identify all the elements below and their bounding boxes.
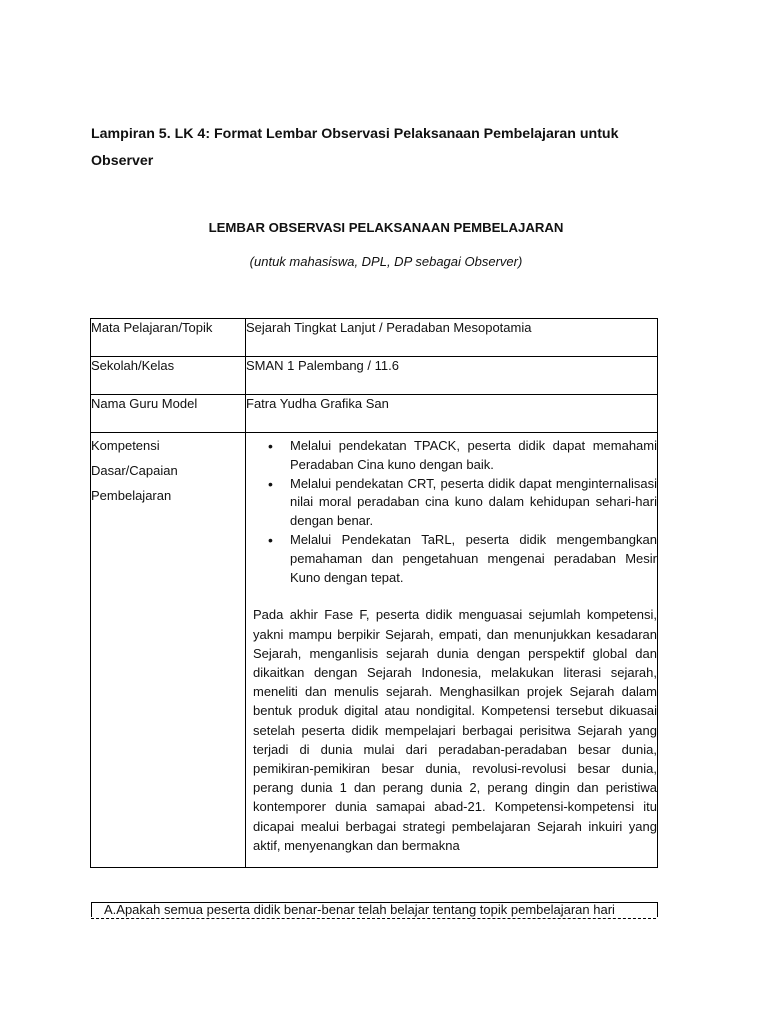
competency-label-line: Kompetensi bbox=[91, 438, 160, 453]
form-subtitle: (untuk mahasiswa, DPL, DP sebagai Observer) bbox=[249, 254, 523, 269]
competency-value bbox=[246, 433, 658, 868]
competency-label-line: Pembelajaran bbox=[91, 488, 172, 503]
learning-outcome-paragraph: Pada akhir Fase F, peserta didik menguasai sejumlah kompetensi, yakni mampu berpikir Sejarah, empati, dan menunjukkan kesadaran Sejarah, menganlisis sejarah dunia dengan perspektif global dan dikaitkan dengan Sejarah Indonesia, melakukan literasi sejarah, meneliti dan menulis sejarah. Menghasilkan projek Sejarah dalam bentuk produk digital atau nondigital. Kompetensi tersebut dikuasai setelah peserta didik mempelajari berbagai perisitwa Sejarah yang terjadi di dunia mulai dari peradaban-peradaban besar dunia, pemikiran-pemikiran besar dunia, revolusi-revolusi besar dunia, perang dunia 1 dan perang dunia 2, perang dingin dan peristiwa kontemporer dunia samapai abad-21. Kompetensi-kompetensi itu dicapai mealui berbagai strategi pembelajaran Sejarah inkuiri yang aktif, menyenangkan dan bermakna bbox=[253, 607, 657, 853]
form-title: LEMBAR OBSERVASI PELAKSANAAN PEMBELAJARAN bbox=[208, 220, 564, 235]
question-text: A.Apakah semua peserta didik benar-benar telah belajar tentang topik pembelajaran hari bbox=[104, 902, 615, 917]
table-row-subject bbox=[91, 319, 658, 357]
document-heading: Lampiran 5. LK 4: Format Lembar Observasi Pelaksanaan Pembelajaran untuk Observer bbox=[91, 126, 619, 169]
table-row-competency bbox=[91, 433, 658, 868]
learning-objective-item: • Melalui pendekatan CRT, peserta didik dapat menginternalisasi nilai moral peradaban cina kuno dalam kehidupan sehari-hari dengan benar. bbox=[290, 475, 657, 531]
subject-label: Mata Pelajaran/Topik bbox=[91, 319, 246, 357]
learning-objective-item: • Melalui Pendekatan TaRL, peserta didik mengembangkan pemahaman dan pengetahuan mengenai peradaban Mesir Kuno dengan tepat. bbox=[290, 531, 657, 587]
learning-objective-item: • Melalui pendekatan TPACK, peserta didik dapat memahami Peradaban Cina kuno dengan baik. bbox=[290, 437, 657, 475]
observation-info-table bbox=[90, 318, 658, 868]
teacher-value: Fatra Yudha Grafika San bbox=[246, 395, 658, 433]
competency-label-line: Dasar/Capaian bbox=[91, 463, 178, 478]
school-label: Sekolah/Kelas bbox=[91, 357, 246, 395]
table-row-teacher bbox=[91, 395, 658, 433]
school-value: SMAN 1 Palembang / 11.6 bbox=[246, 357, 658, 395]
question-box bbox=[91, 902, 658, 917]
competency-label bbox=[91, 433, 246, 868]
table-row-school bbox=[91, 357, 658, 395]
learning-objectives-list bbox=[246, 437, 657, 587]
subject-value: Sejarah Tingkat Lanjut / Peradaban Mesopotamia bbox=[246, 319, 658, 357]
dashed-divider bbox=[91, 918, 656, 919]
teacher-label: Nama Guru Model bbox=[91, 395, 246, 433]
